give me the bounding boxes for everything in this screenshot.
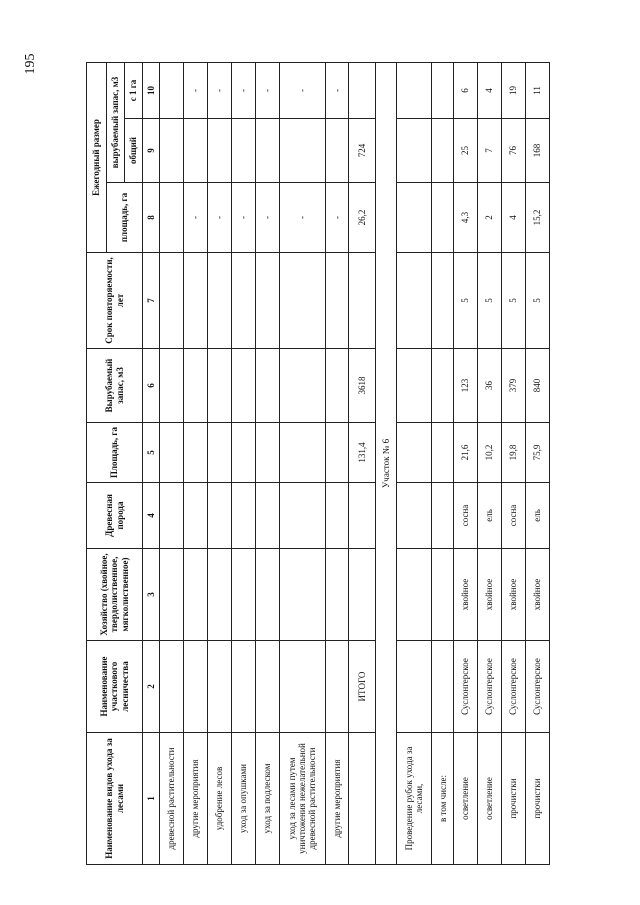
table-row: удобрение лесов - - (207, 62, 231, 864)
itogo-label: ИТОГО (349, 641, 375, 733)
itogo-area: 131,4 (349, 423, 375, 483)
table-row: другие мероприятия - - (183, 62, 207, 864)
header-annual-volume: вырубаемый запас, м3 (107, 62, 125, 182)
table-row (432, 62, 454, 864)
table-row: другие мероприятия - - (325, 62, 349, 864)
header-repeat-period: Срок повторяемости, лет (87, 253, 143, 349)
page-number: 195 (23, 53, 38, 75)
row-name: уход за опушками (231, 733, 255, 865)
row-name: древесной растительности (160, 733, 184, 865)
table-row: уход за лесами путем уничтожения нежелательной древесной растительности - - (279, 62, 325, 864)
row-name: в том числе: (432, 733, 454, 865)
rotated-table-container (86, 63, 550, 865)
header-species: Древесная порода (87, 483, 143, 549)
row-name: удобрение лесов (207, 733, 231, 865)
itogo-annual-total: 724 (349, 119, 375, 183)
table-row: уход за подлеском - - (255, 62, 279, 864)
header-forestry: Наименование участкового лесничества (87, 641, 143, 733)
header-per-ha: с 1 га (125, 62, 143, 118)
itogo-volume: 3618 (349, 349, 375, 423)
table-row: осветление Суслонгерское хвойное сосна 21,6 123 5 4,3 25 6 (454, 62, 478, 864)
col-number: 6 (143, 349, 160, 423)
col-number: 7 (143, 253, 160, 349)
table-row (160, 62, 184, 864)
header-area: Площадь, га (87, 423, 143, 483)
row-name: другие мероприятия (183, 733, 207, 865)
col-number: 8 (143, 183, 160, 253)
itogo-annual-area: 26,2 (349, 183, 375, 253)
col-number: 3 (143, 549, 160, 641)
row-name: другие мероприятия (325, 733, 349, 865)
col-number: 10 (143, 62, 160, 118)
table-row: осветление Суслонгерское хвойное ель 10,2 36 5 2 7 4 (477, 62, 501, 864)
section-title-row (375, 62, 397, 864)
row-name: уход за подлеском (255, 733, 279, 865)
col-number: 4 (143, 483, 160, 549)
header-total: общий (125, 119, 143, 183)
col-number: 2 (143, 641, 160, 733)
row-name: Проведение рубок ухода за лесами, (397, 733, 432, 865)
col-number: 9 (143, 119, 160, 183)
col-number: 1 (143, 733, 160, 865)
table-row: прочистки Суслонгерское хвойное сосна 19,8 379 5 4 76 19 (501, 62, 525, 864)
forest-care-table (86, 62, 550, 865)
table-row: уход за опушками - - (231, 62, 255, 864)
table-row (397, 62, 432, 864)
row-name: уход за лесами путем уничтожения нежелательной древесной растительности (279, 733, 325, 865)
itogo-row (349, 62, 375, 864)
header-household: Хозяйство (хвойное, твердолиственное, мягколиственное) (87, 549, 143, 641)
section-title: Участок № 6 (375, 62, 397, 864)
header-annual-area: площадь, га (107, 183, 143, 253)
header-cut-volume: Вырубаемый запас, м3 (87, 349, 143, 423)
header-annual: Ежегодный размер (87, 62, 107, 252)
col-number: 5 (143, 423, 160, 483)
table-row: прочистки Суслонгерское хвойное ель 75,9 840 5 15,2 168 11 (525, 62, 549, 864)
header-care-type: Наименование видов ухода за лесами (87, 733, 143, 865)
